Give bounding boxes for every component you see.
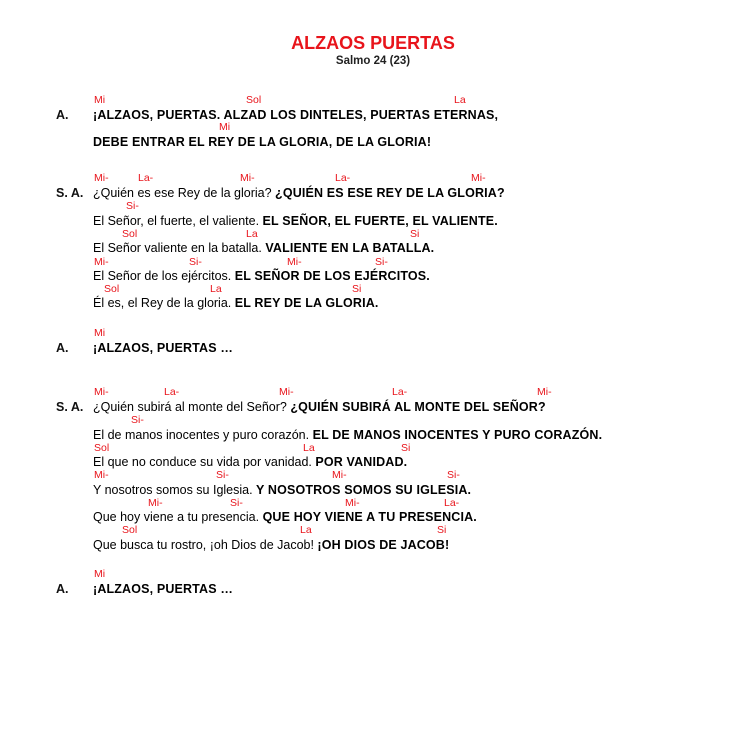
chord: Si- bbox=[447, 469, 460, 481]
chord: La- bbox=[392, 386, 408, 398]
lyric-normal: El de manos inocentes y puro corazón. bbox=[93, 428, 313, 442]
lyric-normal: El Señor valiente en la batalla. bbox=[93, 241, 266, 255]
chord: Mi- bbox=[332, 469, 347, 481]
chord: Mi- bbox=[94, 256, 109, 268]
chord: Si- bbox=[126, 200, 139, 212]
lyric-line bbox=[93, 296, 379, 310]
lyric-bold: QUE HOY VIENE A TU PRESENCIA. bbox=[262, 510, 477, 524]
section-label: S. A. bbox=[56, 186, 84, 200]
lyric-line bbox=[93, 510, 477, 524]
section-label: S. A. bbox=[56, 400, 84, 414]
chord: La bbox=[454, 94, 466, 106]
chord: Mi bbox=[94, 568, 106, 580]
chord: Mi- bbox=[287, 256, 302, 268]
chord: Sol bbox=[104, 283, 120, 295]
section-label: A. bbox=[56, 341, 69, 355]
chord: Mi- bbox=[94, 386, 109, 398]
chord: Si bbox=[352, 283, 362, 295]
lyric-bold: ¡OH DIOS DE JACOB! bbox=[317, 538, 450, 552]
chord: Mi bbox=[219, 121, 231, 133]
chord: Sol bbox=[122, 524, 138, 536]
chord: Mi- bbox=[240, 172, 255, 184]
chord: Si bbox=[410, 228, 420, 240]
lyric-bold: EL DE MANOS INOCENTES Y PURO CORAZÓN. bbox=[312, 428, 603, 442]
lyric-normal: Y nosotros somos su Iglesia. bbox=[93, 483, 257, 497]
lyric-normal: El Señor de los ejércitos. bbox=[93, 269, 235, 283]
lyric-bold: DEBE ENTRAR EL REY DE LA GLORIA, DE LA GLORIA! bbox=[93, 135, 432, 149]
lyric-bold: ¿QUIÉN SUBIRÁ AL MONTE DEL SEÑOR? bbox=[290, 400, 546, 414]
lyric-line bbox=[93, 400, 546, 414]
chord: La bbox=[210, 283, 222, 295]
chord: Mi- bbox=[94, 469, 109, 481]
song-subtitle: Salmo 24 (23) bbox=[335, 55, 411, 67]
lyric-normal: Que busca tu rostro, ¡oh Dios de Jacob! bbox=[93, 538, 318, 552]
chord: Mi bbox=[94, 327, 106, 339]
lyric-line bbox=[93, 538, 449, 552]
chord: La- bbox=[335, 172, 351, 184]
lyric-line bbox=[93, 483, 471, 497]
lyric-bold: ¡ALZAOS, PUERTAS. ALZAD LOS DINTELES, PUERTAS ETERNAS, bbox=[93, 108, 499, 122]
chord: Mi- bbox=[279, 386, 294, 398]
lyric-bold: ¿QUIÉN ES ESE REY DE LA GLORIA? bbox=[275, 186, 505, 200]
chord: Sol bbox=[246, 94, 262, 106]
lyric-bold: EL REY DE LA GLORIA. bbox=[234, 296, 379, 310]
lyric-line bbox=[93, 428, 602, 442]
chord: La bbox=[246, 228, 258, 240]
lyric-line bbox=[93, 135, 431, 149]
lyric-line bbox=[93, 214, 498, 228]
chord: Mi- bbox=[471, 172, 486, 184]
lyric-bold: VALIENTE EN LA BATALLA. bbox=[265, 241, 435, 255]
chord: Mi- bbox=[148, 497, 163, 509]
lyric-normal: ¿Quién subirá al monte del Señor? bbox=[93, 400, 291, 414]
section-label: A. bbox=[56, 582, 69, 596]
chord: Mi- bbox=[94, 172, 109, 184]
chord: Mi bbox=[94, 94, 106, 106]
section-label: A. bbox=[56, 108, 69, 122]
chord: Sol bbox=[122, 228, 138, 240]
lyric-bold: EL SEÑOR DE LOS EJÉRCITOS. bbox=[234, 269, 430, 283]
chord: La bbox=[303, 442, 315, 454]
chord: Si bbox=[437, 524, 447, 536]
chord: Mi- bbox=[537, 386, 552, 398]
lyric-bold: ¡ALZAOS, PUERTAS … bbox=[93, 582, 233, 596]
lyric-line bbox=[93, 341, 233, 355]
lyric-line bbox=[93, 455, 407, 469]
chord: La bbox=[300, 524, 312, 536]
chord: Si bbox=[401, 442, 411, 454]
lyric-bold: ¡ALZAOS, PUERTAS … bbox=[93, 341, 233, 355]
lyric-line bbox=[93, 582, 233, 596]
lyric-line bbox=[93, 269, 430, 283]
chord: Sol bbox=[94, 442, 110, 454]
chord: La- bbox=[444, 497, 460, 509]
chord: La- bbox=[164, 386, 180, 398]
chord: Si- bbox=[216, 469, 229, 481]
lyric-normal: ¿Quién es ese Rey de la gloria? bbox=[93, 186, 276, 200]
lyric-normal: El Señor, el fuerte, el valiente. bbox=[93, 214, 263, 228]
lyric-bold: POR VANIDAD. bbox=[315, 455, 408, 469]
song-title: ALZAOS PUERTAS bbox=[291, 33, 455, 53]
lyric-line bbox=[93, 186, 505, 200]
lyric-normal: Que hoy viene a tu presencia. bbox=[93, 510, 263, 524]
lyric-normal: El que no conduce su vida por vanidad. bbox=[93, 455, 316, 469]
lyric-bold: Y NOSOTROS SOMOS SU IGLESIA. bbox=[256, 483, 472, 497]
chord: Mi- bbox=[345, 497, 360, 509]
lyric-normal: Él es, el Rey de la gloria. bbox=[93, 296, 235, 310]
chord: Si- bbox=[375, 256, 388, 268]
chord: Si- bbox=[230, 497, 243, 509]
chord: Si- bbox=[189, 256, 202, 268]
lyric-bold: EL SEÑOR, EL FUERTE, EL VALIENTE. bbox=[262, 214, 498, 228]
chord: La- bbox=[138, 172, 154, 184]
lyric-line bbox=[93, 241, 434, 255]
chord: Si- bbox=[131, 414, 144, 426]
lyric-line bbox=[93, 108, 498, 122]
